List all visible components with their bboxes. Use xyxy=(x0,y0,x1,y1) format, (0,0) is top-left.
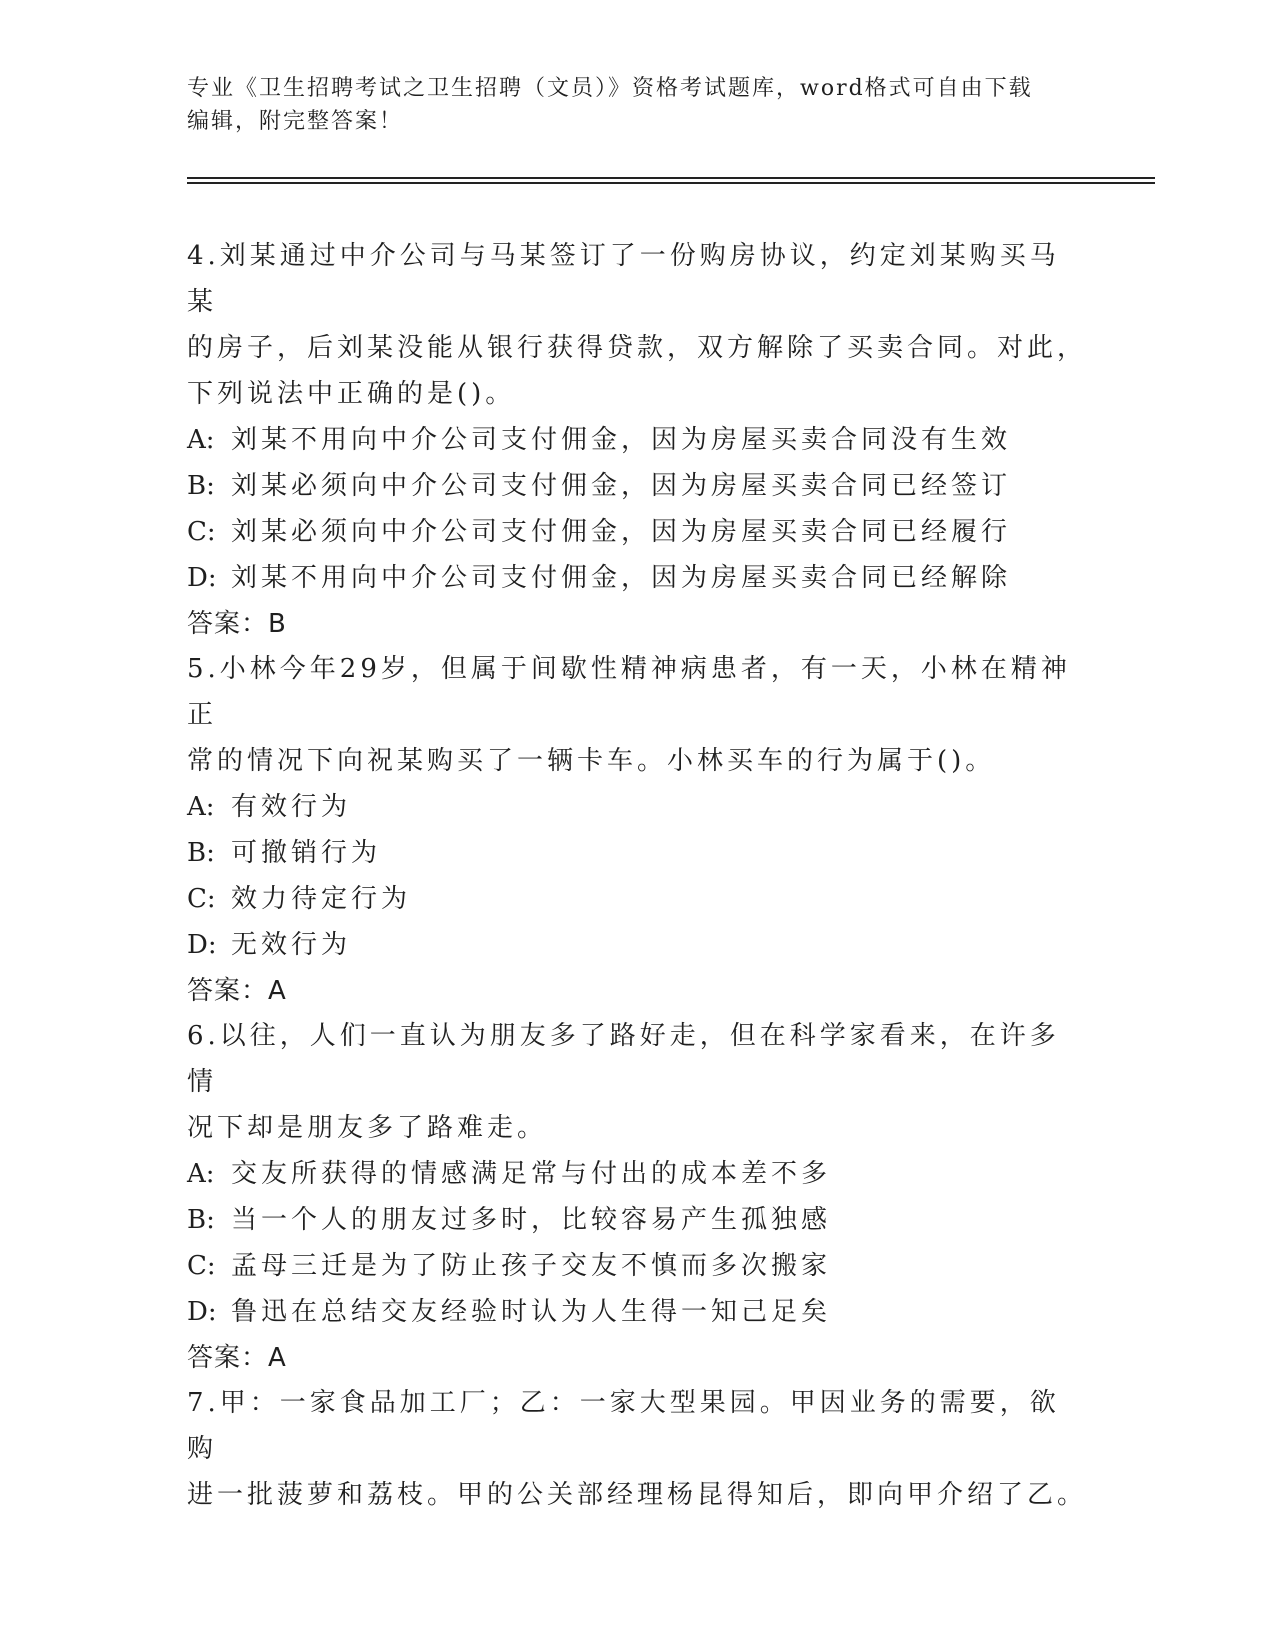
option-key: B: xyxy=(187,471,215,501)
question-stem-line: 7.甲：一家食品加工厂；乙：一家大型果园。甲因业务的需要，欲购 xyxy=(187,1388,1060,1464)
answer-line: 答案：B xyxy=(187,609,287,639)
option-key: C: xyxy=(187,1251,216,1281)
option-key: A: xyxy=(187,792,215,822)
option-text: 无效行为 xyxy=(231,930,352,960)
option-a xyxy=(187,1151,1087,1197)
option-text: 效力待定行为 xyxy=(231,884,412,914)
option-text: 刘某不用向中介公司支付佣金，因为房屋买卖合同没有生效 xyxy=(231,425,1012,455)
option-text: 当一个人的朋友过多时，比较容易产生孤独感 xyxy=(231,1205,832,1235)
option-key: C: xyxy=(187,517,216,547)
question-4 xyxy=(187,233,1087,647)
header-divider-bottom xyxy=(187,182,1155,184)
question-stem-line: 5.小林今年29岁，但属于间歇性精神病患者，有一天，小林在精神正 xyxy=(187,654,1071,730)
option-b xyxy=(187,830,1087,876)
option-c xyxy=(187,1243,1087,1289)
option-key: B: xyxy=(187,1205,215,1235)
question-stem xyxy=(187,646,1087,784)
question-stem-line: 下列说法中正确的是()。 xyxy=(187,379,516,409)
option-text: 鲁迅在总结交友经验时认为人生得一知己足矣 xyxy=(231,1297,832,1327)
option-key: A: xyxy=(187,1159,215,1189)
question-stem xyxy=(187,233,1087,417)
question-stem-line: 常的情况下向祝某购买了一辆卡车。小林买车的行为属于()。 xyxy=(187,746,996,776)
option-a xyxy=(187,784,1087,830)
question-stem xyxy=(187,1013,1087,1151)
question-stem-line: 况下却是朋友多了路难走。 xyxy=(187,1113,548,1143)
option-text: 刘某必须向中介公司支付佣金，因为房屋买卖合同已经签订 xyxy=(231,471,1012,501)
option-text: 刘某必须向中介公司支付佣金，因为房屋买卖合同已经履行 xyxy=(231,517,1012,547)
option-text: 交友所获得的情感满足常与付出的成本差不多 xyxy=(231,1159,832,1189)
option-c xyxy=(187,509,1087,555)
option-text: 孟母三迁是为了防止孩子交友不慎而多次搬家 xyxy=(231,1251,832,1281)
option-d xyxy=(187,1289,1087,1335)
option-d xyxy=(187,555,1087,601)
question-stem-line: 6.以往，人们一直认为朋友多了路好走，但在科学家看来，在许多情 xyxy=(187,1021,1060,1097)
question-6 xyxy=(187,1013,1087,1381)
option-key: D: xyxy=(187,563,217,593)
option-b xyxy=(187,463,1087,509)
header-line-1: 专业《卫生招聘考试之卫生招聘（文员）》资格考试题库，word格式可自由下载 xyxy=(187,76,1033,101)
header-line-2: 编辑，附完整答案！ xyxy=(187,109,404,134)
option-c xyxy=(187,876,1087,922)
question-stem-line: 的房子，后刘某没能从银行获得贷款，双方解除了买卖合同。对此， xyxy=(187,333,1088,363)
question-5 xyxy=(187,646,1087,1014)
answer-line: 答案：A xyxy=(187,1343,287,1373)
question-stem-line: 4.刘某通过中介公司与马某签订了一份购房协议，约定刘某购买马某 xyxy=(187,241,1060,317)
question-stem-line: 进一批菠萝和荔枝。甲的公关部经理杨昆得知后，即向甲介绍了乙。 xyxy=(187,1480,1088,1510)
answer-line: 答案：A xyxy=(187,976,287,1006)
option-b xyxy=(187,1197,1087,1243)
option-a xyxy=(187,417,1087,463)
option-key: D: xyxy=(187,1297,217,1327)
option-text: 刘某不用向中介公司支付佣金，因为房屋买卖合同已经解除 xyxy=(231,563,1012,593)
option-d xyxy=(187,922,1087,968)
header-divider-top xyxy=(187,177,1155,179)
option-key: B: xyxy=(187,838,215,868)
question-7 xyxy=(187,1380,1087,1518)
question-stem xyxy=(187,1380,1087,1518)
option-text: 可撤销行为 xyxy=(231,838,382,868)
option-text: 有效行为 xyxy=(231,792,352,822)
option-key: D: xyxy=(187,930,217,960)
document-header xyxy=(187,72,1087,138)
option-key: A: xyxy=(187,425,215,455)
option-key: C: xyxy=(187,884,216,914)
